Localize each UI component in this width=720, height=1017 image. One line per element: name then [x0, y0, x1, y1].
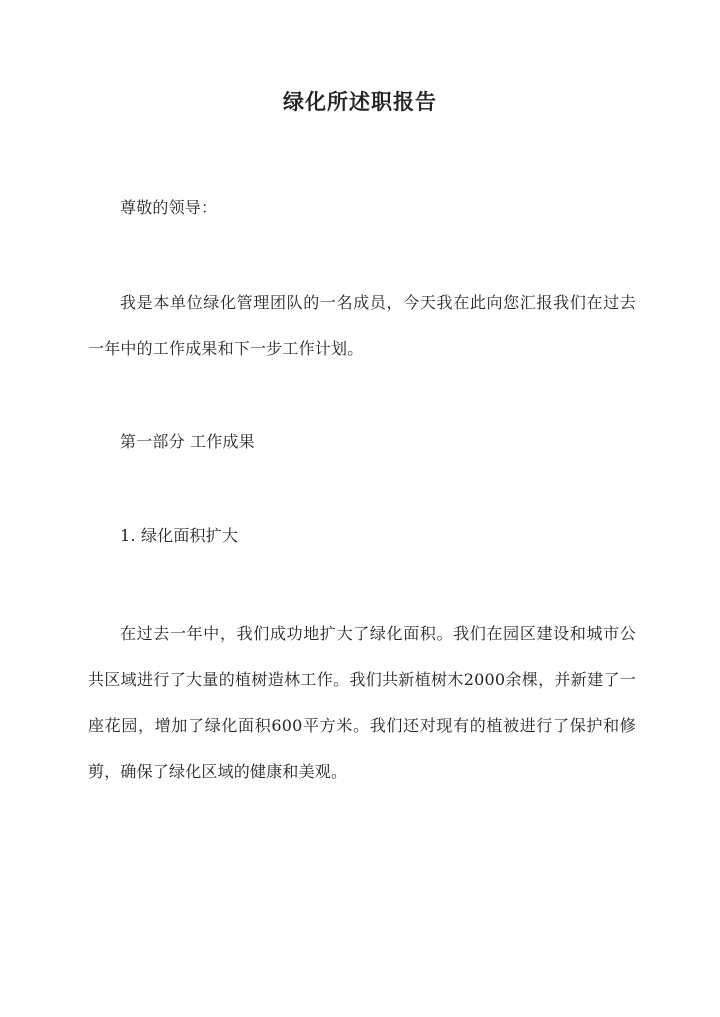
subsection-heading: 1. 绿化面积扩大	[120, 526, 239, 545]
body-paragraph: 在过去一年中，我们成功地扩大了绿化面积。我们在园区建设和城市公共区域进行了大量的植树造林工作。我们共新植树木2000余棵，并新建了一座花园，增加了绿化面积600平方米。我们还对现有的植被进行了保护和修剪，确保了绿化区域的健康和美观。	[88, 624, 636, 781]
intro-paragraph: 我是本单位绿化管理团队的一名成员，今天我在此向您汇报我们在过去一年中的工作成果和下一步工作计划。	[88, 293, 636, 358]
document-title: 绿化所述职报告	[283, 89, 437, 114]
salutation: 尊敬的领导：	[120, 198, 218, 217]
section-heading: 第一部分 工作成果	[120, 432, 255, 451]
